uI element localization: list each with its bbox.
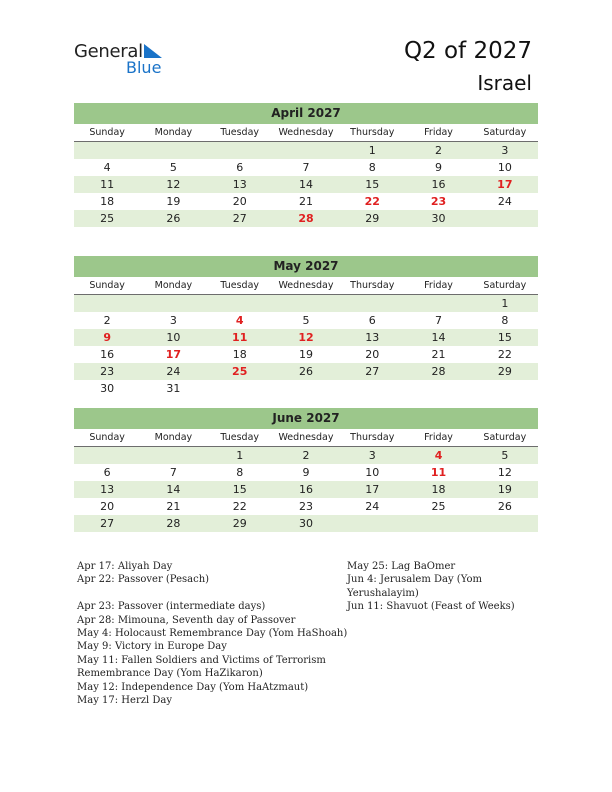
date-cell: 19 [166, 195, 181, 208]
holiday-date-cell: 22 [364, 195, 380, 208]
date-cell: 20 [232, 195, 247, 208]
date-cell: 14 [431, 331, 446, 344]
weekday-header-row [74, 124, 538, 142]
date-cell [273, 295, 339, 312]
date-cell: 27 [100, 517, 115, 530]
week-row [74, 210, 538, 227]
week-row [74, 346, 538, 363]
date-cell: 26 [497, 500, 512, 513]
date-cell: 23 [298, 500, 313, 513]
date-cell: 14 [166, 483, 181, 496]
date-cell: 8 [368, 161, 376, 174]
date-cell [472, 515, 538, 532]
weekday-label: Thursday [350, 280, 395, 291]
date-cell: 1 [236, 449, 244, 462]
week-row [74, 193, 538, 210]
date-cell: 29 [497, 365, 512, 378]
date-cell: 19 [298, 348, 313, 361]
date-cell: 20 [100, 500, 115, 513]
holiday-date-cell: 4 [434, 449, 443, 462]
date-cell [140, 295, 206, 312]
date-cell: 13 [100, 483, 115, 496]
weekday-label: Wednesday [278, 432, 334, 443]
date-cell: 30 [100, 382, 115, 395]
holiday-note: Jun 4: Jerusalem Day (Yom [347, 574, 482, 586]
date-cell: 27 [232, 212, 247, 225]
date-cell: 24 [365, 500, 380, 513]
date-cell [339, 380, 405, 397]
date-cell: 8 [501, 314, 509, 327]
date-cell: 16 [100, 348, 115, 361]
weekday-label: Friday [424, 432, 453, 443]
holiday-date-cell: 4 [235, 314, 244, 327]
date-cell: 16 [431, 178, 446, 191]
date-cell: 24 [497, 195, 512, 208]
date-cell: 10 [497, 161, 512, 174]
country-name: Israel [477, 71, 532, 95]
date-cell: 22 [497, 348, 512, 361]
date-cell: 1 [501, 297, 509, 310]
logo-blue-text: Blue [126, 58, 162, 77]
logo-flag-icon [144, 44, 162, 58]
weekday-label: Thursday [350, 432, 395, 443]
month-title: June 2027 [74, 408, 538, 429]
date-cell [273, 142, 339, 159]
month-title: May 2027 [74, 256, 538, 277]
week-row [74, 447, 538, 464]
weekday-label: Tuesday [220, 280, 260, 291]
date-cell [74, 295, 140, 312]
holiday-note: May 9: Victory in Europe Day [77, 641, 227, 653]
date-cell: 3 [368, 449, 376, 462]
weekday-header-row [74, 277, 538, 295]
date-cell: 15 [232, 483, 247, 496]
weekday-label: Sunday [89, 127, 125, 138]
date-cell [472, 210, 538, 227]
date-cell [207, 295, 273, 312]
holiday-date-cell: 25 [232, 365, 248, 378]
date-cell: 23 [100, 365, 115, 378]
date-cell: 21 [298, 195, 313, 208]
date-cell: 21 [431, 348, 446, 361]
weekday-label: Tuesday [220, 127, 260, 138]
weekday-label: Wednesday [278, 127, 334, 138]
date-cell: 13 [232, 178, 247, 191]
date-cell: 5 [169, 161, 177, 174]
holiday-note: Jun 11: Shavuot (Feast of Weeks) [347, 601, 515, 613]
date-cell: 17 [365, 483, 380, 496]
weekday-label: Friday [424, 280, 453, 291]
holiday-note: May 11: Fallen Soldiers and Victims of Terrorism [77, 654, 326, 666]
date-cell: 18 [100, 195, 115, 208]
holiday-note: Remembrance Day (Yom HaZikaron) [77, 668, 263, 680]
page-title: Q2 of 2027 [403, 38, 532, 64]
weekday-header-row [74, 429, 538, 447]
date-cell: 9 [302, 466, 310, 479]
date-cell: 11 [100, 178, 115, 191]
date-cell: 19 [497, 483, 512, 496]
month-april [74, 103, 538, 227]
date-cell: 18 [431, 483, 446, 496]
date-cell [140, 447, 206, 464]
date-cell [339, 295, 405, 312]
date-cell: 7 [302, 161, 310, 174]
date-cell: 21 [166, 500, 181, 513]
week-row [74, 142, 538, 159]
month-june [74, 408, 538, 532]
date-cell: 31 [166, 382, 181, 395]
date-cell [472, 380, 538, 397]
date-cell: 26 [298, 365, 313, 378]
date-cell: 30 [298, 517, 313, 530]
week-row [74, 363, 538, 380]
weekday-label: Saturday [483, 280, 527, 291]
date-cell [405, 515, 471, 532]
holiday-date-cell: 28 [298, 212, 314, 225]
holiday-date-cell: 9 [103, 331, 111, 344]
date-cell: 20 [365, 348, 380, 361]
date-cell [74, 447, 140, 464]
holiday-note: Apr 23: Passover (intermediate days) [77, 601, 266, 613]
date-cell: 6 [368, 314, 376, 327]
date-cell: 5 [501, 449, 509, 462]
date-cell: 18 [232, 348, 247, 361]
generalblue-logo [74, 41, 174, 77]
date-cell: 25 [100, 212, 115, 225]
date-cell: 6 [103, 466, 111, 479]
week-row [74, 176, 538, 193]
holiday-date-cell: 23 [430, 195, 447, 208]
date-cell [140, 142, 206, 159]
week-row [74, 295, 538, 312]
date-cell: 29 [232, 517, 247, 530]
date-cell: 14 [298, 178, 313, 191]
date-cell: 24 [166, 365, 181, 378]
date-cell: 7 [169, 466, 177, 479]
date-cell: 2 [302, 449, 310, 462]
holiday-note: May 4: Holocaust Remembrance Day (Yom HaShoah) [77, 628, 348, 640]
date-cell [405, 380, 471, 397]
date-cell: 30 [431, 212, 446, 225]
date-cell: 10 [365, 466, 380, 479]
date-cell [273, 380, 339, 397]
week-row [74, 498, 538, 515]
holiday-date-cell: 12 [298, 331, 314, 344]
holiday-note: May 25: Lag BaOmer [347, 561, 456, 572]
date-cell [207, 380, 273, 397]
weekday-label: Sunday [89, 280, 125, 291]
week-row [74, 515, 538, 532]
weekday-label: Tuesday [220, 432, 260, 443]
weekday-label: Thursday [350, 127, 395, 138]
date-cell: 28 [431, 365, 446, 378]
date-cell: 7 [435, 314, 443, 327]
date-cell: 15 [497, 331, 512, 344]
date-cell [405, 295, 471, 312]
date-cell: 28 [166, 517, 181, 530]
date-cell: 9 [435, 161, 443, 174]
month-title: April 2027 [74, 103, 538, 124]
holiday-note: Apr 28: Mimouna, Seventh day of Passover [77, 614, 296, 626]
date-cell: 12 [166, 178, 181, 191]
week-row [74, 329, 538, 346]
date-cell [339, 515, 405, 532]
date-cell: 16 [298, 483, 313, 496]
holiday-date-cell: 17 [497, 178, 513, 191]
date-cell: 3 [501, 144, 509, 157]
date-cell: 13 [365, 331, 380, 344]
holiday-note: May 12: Independence Day (Yom HaAtzmaut) [77, 681, 309, 693]
holiday-date-cell: 11 [430, 466, 447, 479]
date-cell: 10 [166, 331, 181, 344]
week-row [74, 312, 538, 329]
date-cell: 8 [236, 466, 244, 479]
date-cell: 22 [232, 500, 247, 513]
date-cell: 29 [365, 212, 380, 225]
weekday-label: Monday [154, 280, 193, 291]
weekday-label: Saturday [483, 432, 527, 443]
date-cell [74, 142, 140, 159]
date-cell: 12 [497, 466, 512, 479]
date-cell: 1 [368, 144, 376, 157]
weekday-label: Sunday [89, 432, 125, 443]
holiday-note: May 17: Herzl Day [77, 695, 172, 707]
date-cell: 26 [166, 212, 181, 225]
weekday-label: Monday [154, 127, 193, 138]
date-cell: 2 [103, 314, 111, 327]
date-cell: 2 [435, 144, 443, 157]
date-cell: 27 [365, 365, 380, 378]
weekday-label: Monday [154, 432, 193, 443]
date-cell: 4 [103, 161, 111, 174]
weekday-label: Wednesday [278, 280, 334, 291]
date-cell: 6 [236, 161, 244, 174]
date-cell [207, 142, 273, 159]
month-may [74, 256, 538, 397]
holiday-note: Apr 17: Aliyah Day [77, 561, 173, 572]
holiday-note: Apr 22: Passover (Pesach) [77, 574, 210, 586]
weekday-label: Saturday [483, 127, 527, 138]
holiday-date-cell: 11 [232, 331, 248, 344]
date-cell: 3 [169, 314, 177, 327]
week-row [74, 481, 538, 498]
date-cell: 25 [431, 500, 446, 513]
holiday-list-left [77, 560, 347, 707]
holiday-list-right [347, 560, 515, 614]
date-cell: 5 [302, 314, 310, 327]
week-row [74, 159, 538, 176]
week-row [74, 464, 538, 481]
weekday-label: Friday [424, 127, 453, 138]
holiday-note: Yerushalayim) [347, 587, 419, 599]
spacer [77, 587, 347, 600]
date-cell: 15 [365, 178, 380, 191]
logo-general-text: General [74, 41, 143, 62]
holiday-date-cell: 17 [165, 348, 182, 361]
week-row [74, 380, 538, 397]
